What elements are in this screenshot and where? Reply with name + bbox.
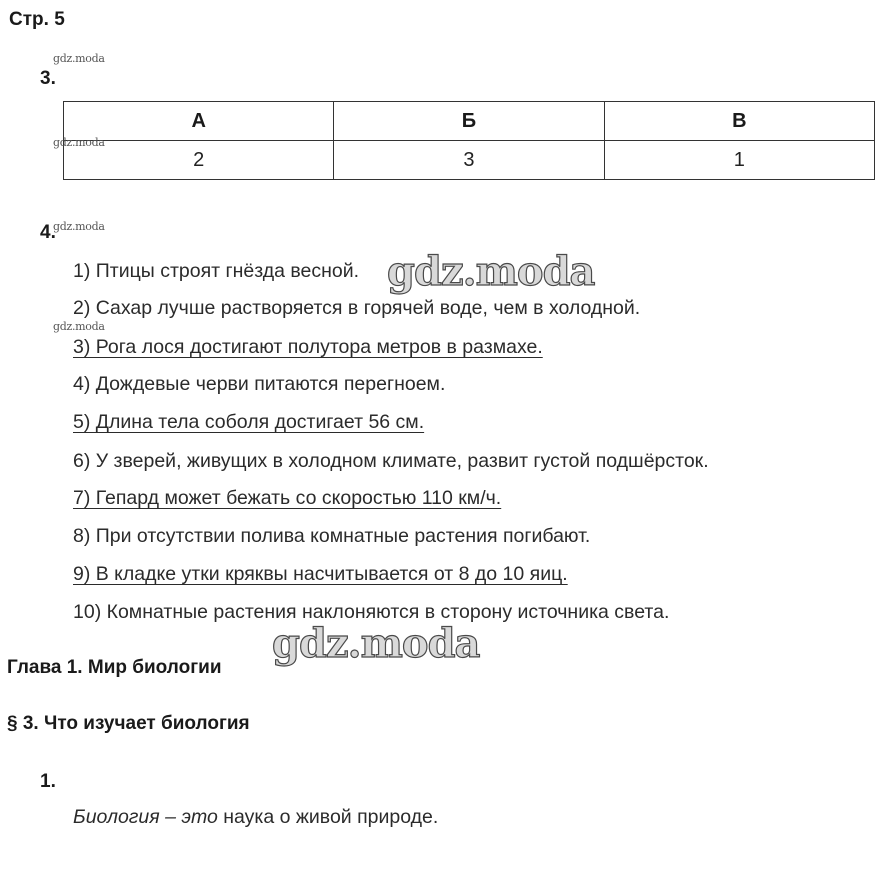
statement-4: 4) Дождевые черви питаются перегноем. — [73, 373, 446, 395]
table-cell: 2 — [64, 141, 334, 180]
watermark-small: gdz.moda — [53, 136, 105, 149]
task-1-number: 1. — [40, 771, 56, 792]
table-header-cell: В — [604, 102, 874, 141]
table-header-cell: А — [64, 102, 334, 141]
table-cell: 3 — [334, 141, 604, 180]
page-label: Стр. 5 — [9, 9, 65, 30]
task-3-number: 3. — [40, 68, 56, 89]
statement-2: 2) Сахар лучше растворяется в горячей воде, чем в холодной. — [73, 297, 641, 319]
chapter-title: Глава 1. Мир биологии — [7, 657, 222, 678]
table-cell: 1 — [604, 141, 874, 180]
table-row — [64, 141, 875, 180]
statement-10: 10) Комнатные растения наклоняются в сторону источника света. — [73, 601, 670, 623]
table-header-cell: Б — [334, 102, 604, 141]
definition-term: Биология – это — [73, 806, 218, 828]
statement-7: 7) Гепард может бежать со скоростью 110 км/ч. — [73, 487, 502, 509]
statement-9: 9) В кладке утки кряквы насчитывается от 8 до 10 яиц. — [73, 563, 568, 585]
definition-body: наука о живой природе. — [217, 806, 439, 828]
watermark-small: gdz.moda — [53, 220, 105, 233]
statement-6: 6) У зверей, живущих в холодном климате, развит густой подшёрсток. — [73, 450, 709, 472]
task-4-number: 4. — [40, 222, 56, 243]
watermark-large: gdz.moda — [272, 620, 480, 667]
statement-3: 3) Рога лося достигают полутора метров в размахе. — [73, 336, 543, 358]
statement-5: 5) Длина тела соболя достигает 56 см. — [73, 411, 425, 433]
statement-8: 8) При отсутствии полива комнатные растения погибают. — [73, 525, 591, 547]
watermark-large: gdz.moda — [387, 248, 595, 295]
statement-1: 1) Птицы строят гнёзда весной. — [73, 260, 360, 282]
section-title: § 3. Что изучает биология — [7, 713, 250, 734]
definition-text — [73, 806, 438, 829]
watermark-small: gdz.moda — [53, 320, 105, 333]
table-header-row — [64, 102, 875, 141]
answer-table — [63, 101, 875, 180]
watermark-small: gdz.moda — [53, 52, 105, 65]
